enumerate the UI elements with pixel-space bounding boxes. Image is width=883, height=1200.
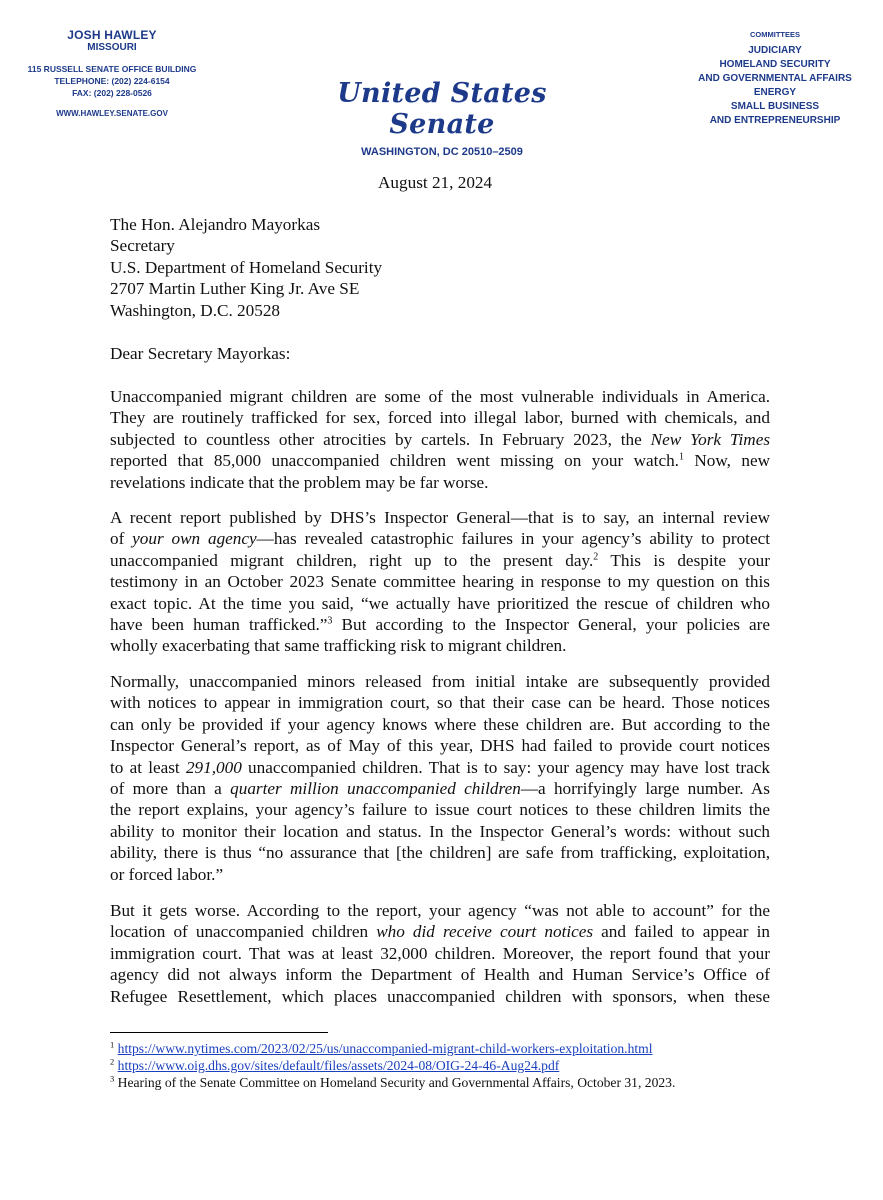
text-line: or forced labor.” <box>110 864 224 884</box>
paragraph-2 <box>110 507 770 657</box>
office-telephone: TELEPHONE: (202) 224-6154 <box>54 76 170 86</box>
text-line: with notices to appear in immigration court, so that their case can be heard. Those notices <box>110 693 770 713</box>
paragraph-3 <box>110 671 770 885</box>
paragraph-1 <box>110 386 770 493</box>
footnote-link-oig-report[interactable]: https://www.oig.dhs.gov/sites/default/files/assets/2024-08/OIG-24-46-Aug24.pdf <box>117 1058 560 1074</box>
recipient-line: The Hon. Alejandro Mayorkas <box>110 215 321 234</box>
text-line: can only be provided if your agency knows where these children are. But according to the <box>110 714 770 734</box>
text-line: testimony in an October 2023 Senate committee hearing in response to my question on this <box>110 572 770 592</box>
office-address: 115 RUSSELL SENATE OFFICE BUILDING <box>27 64 197 74</box>
committee-item: AND GOVERNMENTAL AFFAIRS <box>698 73 852 84</box>
text-line: agency did not always inform the Department of Health and Human Service’s Office of <box>110 965 770 985</box>
italic-text: who did receive court notices <box>376 922 594 942</box>
text-line: reported that 85,000 unaccompanied children went missing on your watch.$^1$ Now, new <box>110 451 770 471</box>
committee-item: AND ENTREPRENEURSHIP <box>709 115 841 126</box>
senate-city: WASHINGTON, DC 20510–2509 <box>361 146 523 158</box>
recipient-address <box>110 214 382 321</box>
footnote-link-nytimes[interactable]: https://www.nytimes.com/2023/02/25/us/unaccompanied-migrant-child-workers-exploitation.html <box>117 1041 653 1056</box>
text-line: of your own agency—has revealed catastrophic failures in your agency’s ability to protect <box>110 529 770 549</box>
footnote-ref: 3 <box>327 615 333 627</box>
footnote-2: $^2$ https://www.oig.dhs.gov/sites/default/files/assets/2024-08/OIG-24-46-Aug24.pdf <box>110 1056 560 1074</box>
italic-text: 291,000 <box>185 757 242 777</box>
senator-name: JOSH HAWLEY <box>67 28 157 42</box>
text-line: the report explains, your agency’s failure to issue court notices to these children limits the <box>110 800 770 820</box>
letter-date: August 21, 2024 <box>378 173 493 192</box>
committees-list <box>690 28 860 128</box>
text-line: wholly exacerbating that same trafficking risk to migrant children. <box>110 636 567 656</box>
text-line: immigration court. That was at least 32,000 children. Moreover, the report found that your <box>110 943 770 963</box>
footnotes <box>110 1040 675 1092</box>
senator-letterhead <box>22 28 202 118</box>
recipient-line: 2707 Martin Luther King Jr. Ave SE <box>110 279 360 299</box>
footnote-3: $^3$ Hearing of the Senate Committee on Homeland Security and Governmental Affairs, October 31, 2023. <box>110 1073 676 1091</box>
text-line: subjected to countless other atrocities by cartels. In February 2023, the New York Times <box>110 429 771 449</box>
text-line: Inspector General’s report, as of May of this year, DHS had failed to provide court notices <box>110 736 770 756</box>
text-line: of more than a quarter million unaccompanied children—a horrifyingly large number. As <box>110 779 770 799</box>
committees-title: COMMITTEES <box>750 30 800 39</box>
senate-masthead <box>312 78 572 158</box>
text-line: revelations indicate that the problem may be far worse. <box>110 472 489 492</box>
office-fax: FAX: (202) 228-0526 <box>72 88 152 98</box>
text-line: have been human trafficked.”$^3$ But according to the Inspector General, your policies are <box>110 615 770 635</box>
text-line: exact topic. At the time you said, “we actually have prioritized the rescue of children who <box>110 593 770 613</box>
text-line: Normally, unaccompanied minors released from initial intake are subsequently provided <box>110 672 770 691</box>
footnote-ref: 1 <box>678 451 684 463</box>
paragraph-4 <box>110 900 770 1007</box>
committee-item: HOMELAND SECURITY <box>719 59 831 70</box>
committee-item: JUDICIARY <box>748 45 802 56</box>
text-line: unaccompanied migrant children, right up to the present day.$^2$ This is despite your <box>110 550 770 570</box>
italic-text: New York Times <box>650 429 771 449</box>
text-line: But it gets worse. According to the report, your agency “was not able to account” for the <box>110 901 770 920</box>
senator-state: MISSOURI <box>87 42 137 53</box>
footnote-divider <box>110 1032 328 1033</box>
footnote-ref: 2 <box>593 551 599 563</box>
italic-text: quarter million unaccompanied children <box>230 779 521 799</box>
recipient-line: U.S. Department of Homeland Security <box>110 257 383 277</box>
text-line: A recent report published by DHS’s Inspector General—that is to say, an internal review <box>110 508 770 527</box>
recipient-line: Washington, D.C. 20528 <box>110 300 281 320</box>
senator-website: WWW.HAWLEY.SENATE.GOV <box>56 109 168 118</box>
senate-title: United States Senate <box>337 78 547 140</box>
text-line: ability to monitor their location and status. In the Inspector General’s words: without such <box>110 821 770 841</box>
italic-text: your own agency <box>132 529 257 549</box>
recipient-line: Secretary <box>110 236 175 256</box>
text-line: Refugee Resettlement, which places unaccompanied children with sponsors, when these <box>110 986 770 1006</box>
text-line: Unaccompanied migrant children are some of the most vulnerable individuals in America. <box>110 387 770 406</box>
text-line: location of unaccompanied children who did receive court notices and failed to appear in <box>110 922 770 942</box>
text-line: ability, there is thus “no assurance that [the children] are safe from trafficking, exploitation, <box>110 843 770 863</box>
committee-item: ENERGY <box>753 87 797 98</box>
text-line: to at least 291,000 unaccompanied children. That is to say: your agency may have lost track <box>110 757 770 777</box>
footnote-1: $^1$ https://www.nytimes.com/2023/02/25/us/unaccompanied-migrant-child-workers-exploitation.html <box>110 1039 653 1056</box>
text-line: They are routinely trafficked for sex, forced into illegal labor, burned with chemicals, and <box>110 408 770 428</box>
salutation: Dear Secretary Mayorkas: <box>110 344 291 363</box>
committee-item: SMALL BUSINESS <box>730 101 820 112</box>
